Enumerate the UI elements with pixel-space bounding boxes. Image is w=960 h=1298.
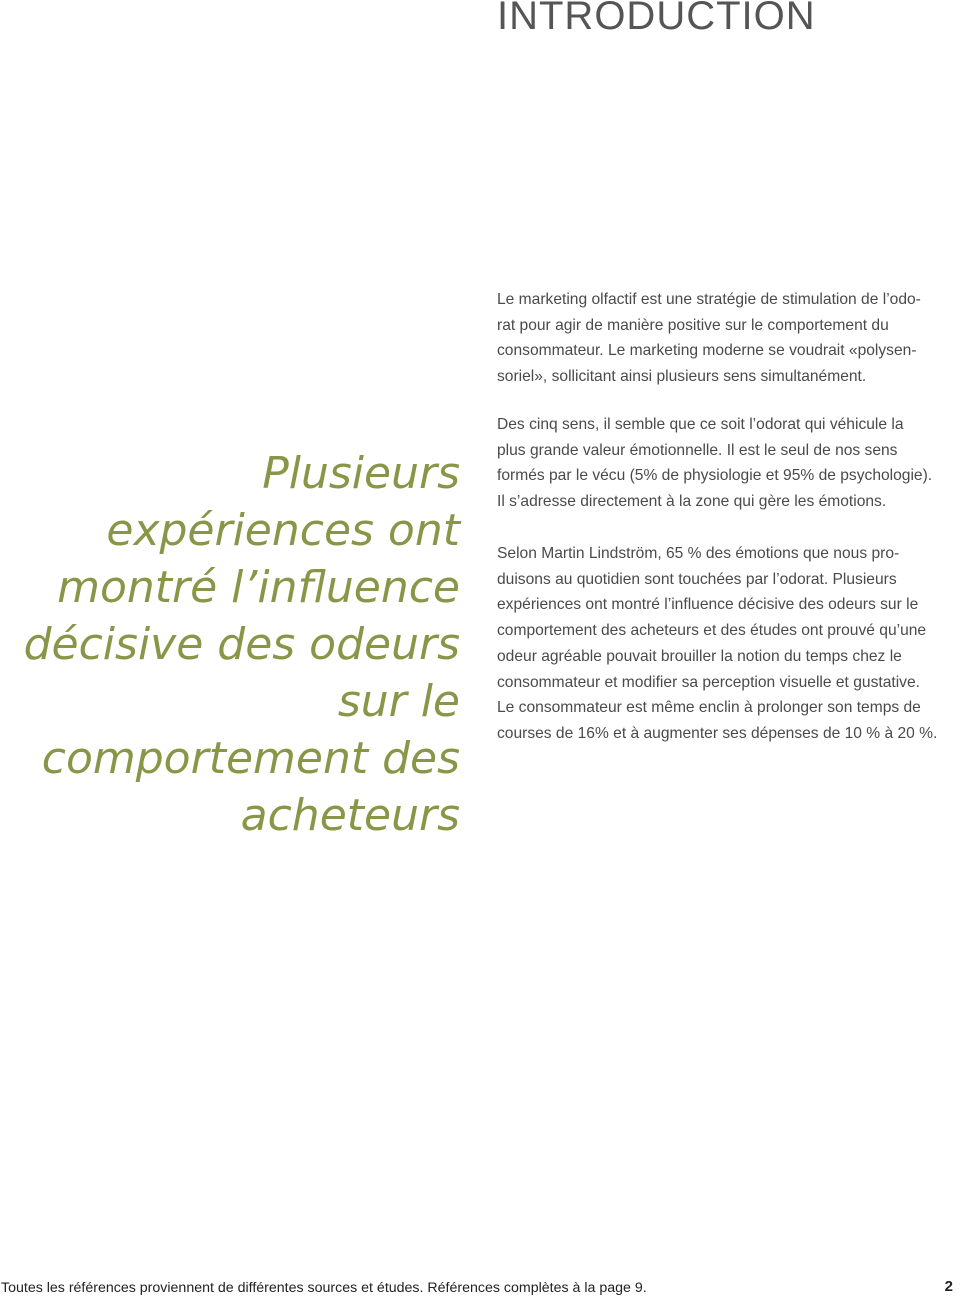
paragraph-line: duisons au quotidien sont touchées par l’odorat. Plusieurs [497, 570, 897, 588]
paragraph-olfactory-marketing [497, 287, 959, 390]
paragraph-line: Le marketing olfactif est une stratégie de stimulation de l’odo- [497, 291, 921, 308]
paragraph-line: courses de 16% et à augmenter ses dépenses de 10 % à 20 %. [497, 724, 938, 742]
paragraph-line: Des cinq sens, il semble que ce soit l’odorat qui véhicule la [497, 416, 904, 433]
paragraph-five-senses [497, 412, 959, 515]
paragraph-line: Selon Martin Lindström, 65 % des émotions que nous pro- [497, 545, 900, 562]
paragraph-line: Le consommateur est même enclin à prolonger son temps de [497, 699, 921, 717]
paragraph-line: odeur agréable pouvait brouiller la notion du temps chez le [497, 647, 902, 665]
paragraph-line: soriel», sollicitant ainsi plusieurs sens simultanément. [497, 368, 867, 386]
paragraph-line: plus grande valeur émotionnelle. Il est le seul de nos sens [497, 441, 898, 459]
footer-references-note: Toutes les références proviennent de différentes sources et études. Références complètes à la page 9. [1, 1280, 647, 1296]
paragraph-line: consommateur. Le marketing moderne se voudrait «polysen- [497, 342, 917, 360]
paragraph-line: comportement des acheteurs et des études ont prouvé qu’une [497, 622, 927, 640]
paragraph-line: expériences ont montré l’influence décisive des odeurs sur le [497, 596, 919, 614]
paragraph-lindstrom-study [497, 541, 959, 747]
page-number: 2 [944, 1278, 953, 1295]
pull-quote: Plusieurs expériences ont montré l’influence décisive des odeurs sur le comportement des acheteurs [23, 448, 460, 841]
paragraph-line: formés par le vécu (5% de physiologie et 95% de psychologie). [497, 467, 933, 485]
page-title: INTRODUCTION [497, 0, 816, 38]
paragraph-line: rat pour agir de manière positive sur le comportement du [497, 316, 889, 334]
paragraph-line: consommateur et modifier sa perception visuelle et gustative. [497, 673, 920, 691]
paragraph-line: Il s’adresse directement à la zone qui gère les émotions. [497, 493, 887, 511]
